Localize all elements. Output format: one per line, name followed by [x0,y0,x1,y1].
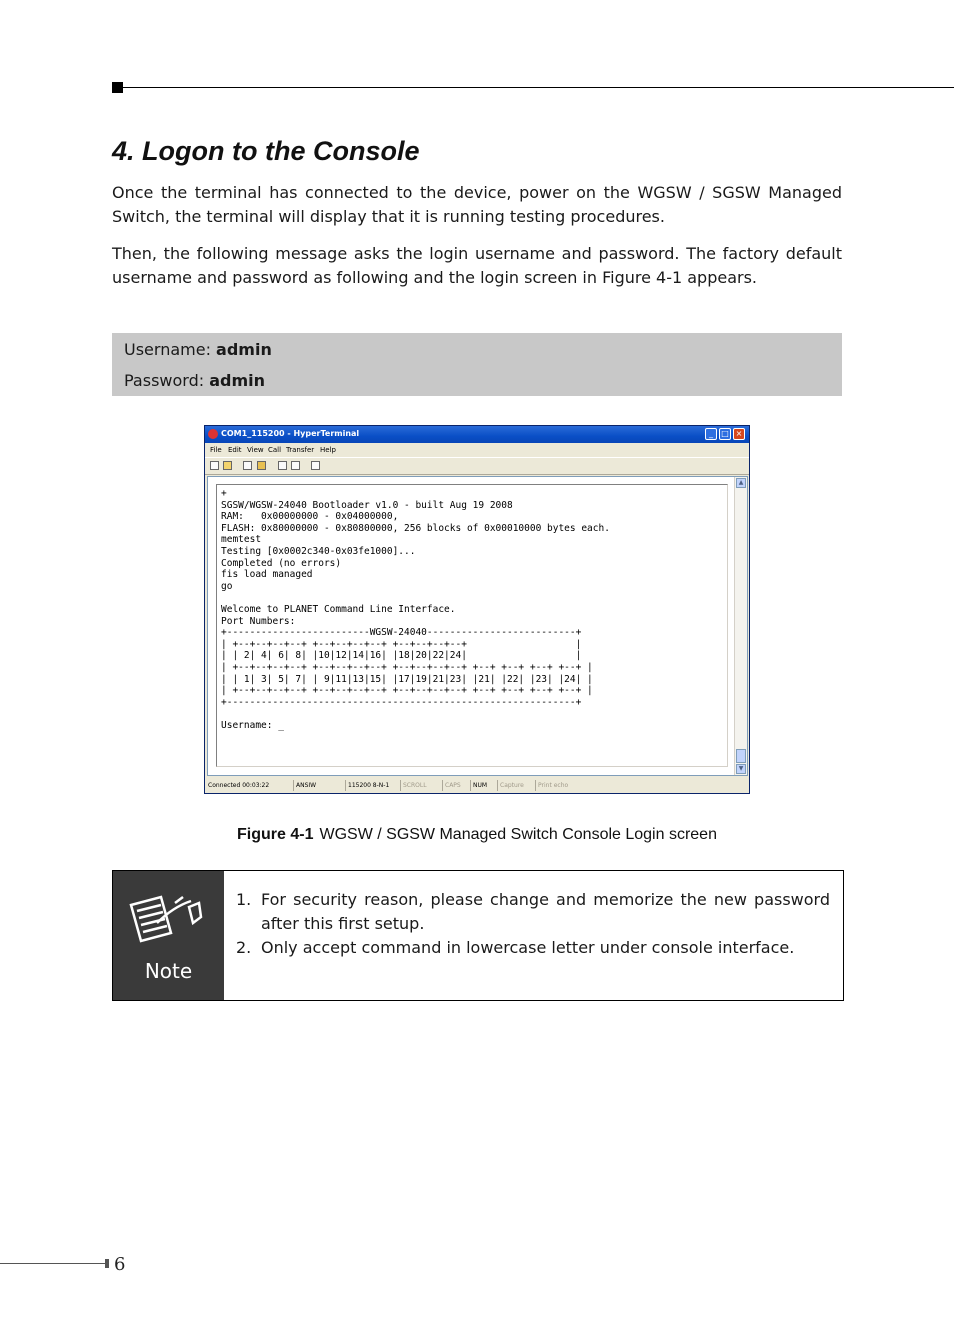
username-line [124,340,272,359]
note-item [236,936,830,960]
hyperterminal-icon [208,429,218,439]
scroll-thumb[interactable] [736,749,746,763]
note-item-text: For security reason, please change and memorize the new password after this first setup. [261,890,830,933]
figure-caption-text: WGSW / SGSW Managed Switch Console Login screen [319,826,717,843]
minimize-button[interactable]: _ [705,428,717,440]
intro-paragraph: Once the terminal has connected to the device, power on the WGSW / SGSW Managed Switch, the terminal will display that it is running testing procedures. [112,183,842,226]
close-button[interactable]: × [733,428,745,440]
new-connection-icon[interactable] [210,461,219,470]
status-bar [205,778,749,793]
status-capture: Capture [497,780,524,791]
header-square [112,82,123,93]
open-icon[interactable] [223,461,232,470]
menu-edit[interactable]: Edit [228,446,242,454]
menu-bar [205,444,749,456]
status-connected: Connected 00:03:22 [208,782,270,789]
menu-call[interactable]: Call [268,446,282,454]
vertical-scrollbar[interactable] [734,477,747,775]
scroll-down-icon[interactable]: ▼ [736,764,746,774]
menu-view[interactable]: View [247,446,264,454]
status-scroll: SCROLL [400,780,427,791]
window-title: COM1_115200 - HyperTerminal [221,429,360,438]
password-label: Password: [124,371,205,390]
window-titlebar[interactable] [205,426,749,443]
maximize-button[interactable]: □ [719,428,731,440]
send-icon[interactable] [278,461,287,470]
figure-caption [0,826,954,844]
scroll-up-icon[interactable]: ▲ [736,478,746,488]
note-list [236,888,830,960]
properties-icon[interactable] [311,461,320,470]
credentials-box [112,333,842,396]
note-sidebar [113,871,224,1000]
figure-label: Figure 4-1 [237,826,314,843]
note-label: Note [144,959,193,983]
toolbar [205,457,749,475]
footer-marker [105,1259,109,1268]
header-rule [123,87,954,88]
password-line [124,371,265,390]
terminal-screen[interactable] [216,484,728,767]
section-title: 4. Logon to the Console [112,136,420,166]
note-item-number: 1. [236,890,252,909]
terminal-area[interactable] [207,476,748,776]
status-print-echo: Print echo [535,780,568,791]
login-paragraph: Then, the following message asks the login username and password. The factory default username and password as following and the login screen in Figure 4-1 appears. [112,244,842,287]
footer-rule [0,1263,105,1264]
menu-file[interactable]: File [210,446,222,454]
disconnect-icon[interactable] [257,461,266,470]
page-number: 6 [114,1254,126,1275]
status-port: 115200 8-N-1 [345,780,389,791]
note-item-text: Only accept command in lowercase letter under console interface. [261,938,795,957]
hyperterminal-window [204,425,750,794]
menu-transfer[interactable]: Transfer [286,446,315,454]
status-caps: CAPS [442,780,461,791]
username-value: admin [216,340,272,359]
password-value: admin [209,371,266,390]
phone-icon[interactable] [243,461,252,470]
status-emulation: ANSIW [293,780,316,791]
username-label: Username: [124,340,211,359]
note-item [236,888,830,936]
note-box [112,870,844,1001]
receive-icon[interactable] [291,461,300,470]
menu-help[interactable]: Help [320,446,336,454]
status-num: NUM [470,780,487,791]
note-item-number: 2. [236,938,252,957]
note-pen-icon [127,893,211,955]
terminal-output: + SGSW/WGSW-24040 Bootloader v1.0 - built Aug 19 2008 RAM: 0x00000000 - 0x04000000, FLASH: 0x80000000 - 0x80800000, 256 blocks of 0x00010000 bytes each. memtest Testing [0x0002c340-0x03fe1000]... Completed (no errors) fis load managed go Welcome to PLANET Command Line Interface. Port Numbers: +-------------------------WGSW-24040--------------------------+ | +--+--+--+--+ +--+--+--+--+ +--+--+--+--+ | | | 2| 4| 6| 8| |10|12|14|16| |18|20|22|24| | | +--+--+--+--+ +--+--+--+--+ +--+--+--+--+ +--+ +--+ +--+ +--+ | | | 1| 3| 5| 7| | 9|11|13|15| |17|19|21|23| |21| |22| |23| |24| | | +--+--+--+--+ +--+--+--+--+ +--+--+--+--+ +--+ +--+ +--+ +--+ | +-------------------------------------------------------------+ Username: _ [221,488,610,731]
